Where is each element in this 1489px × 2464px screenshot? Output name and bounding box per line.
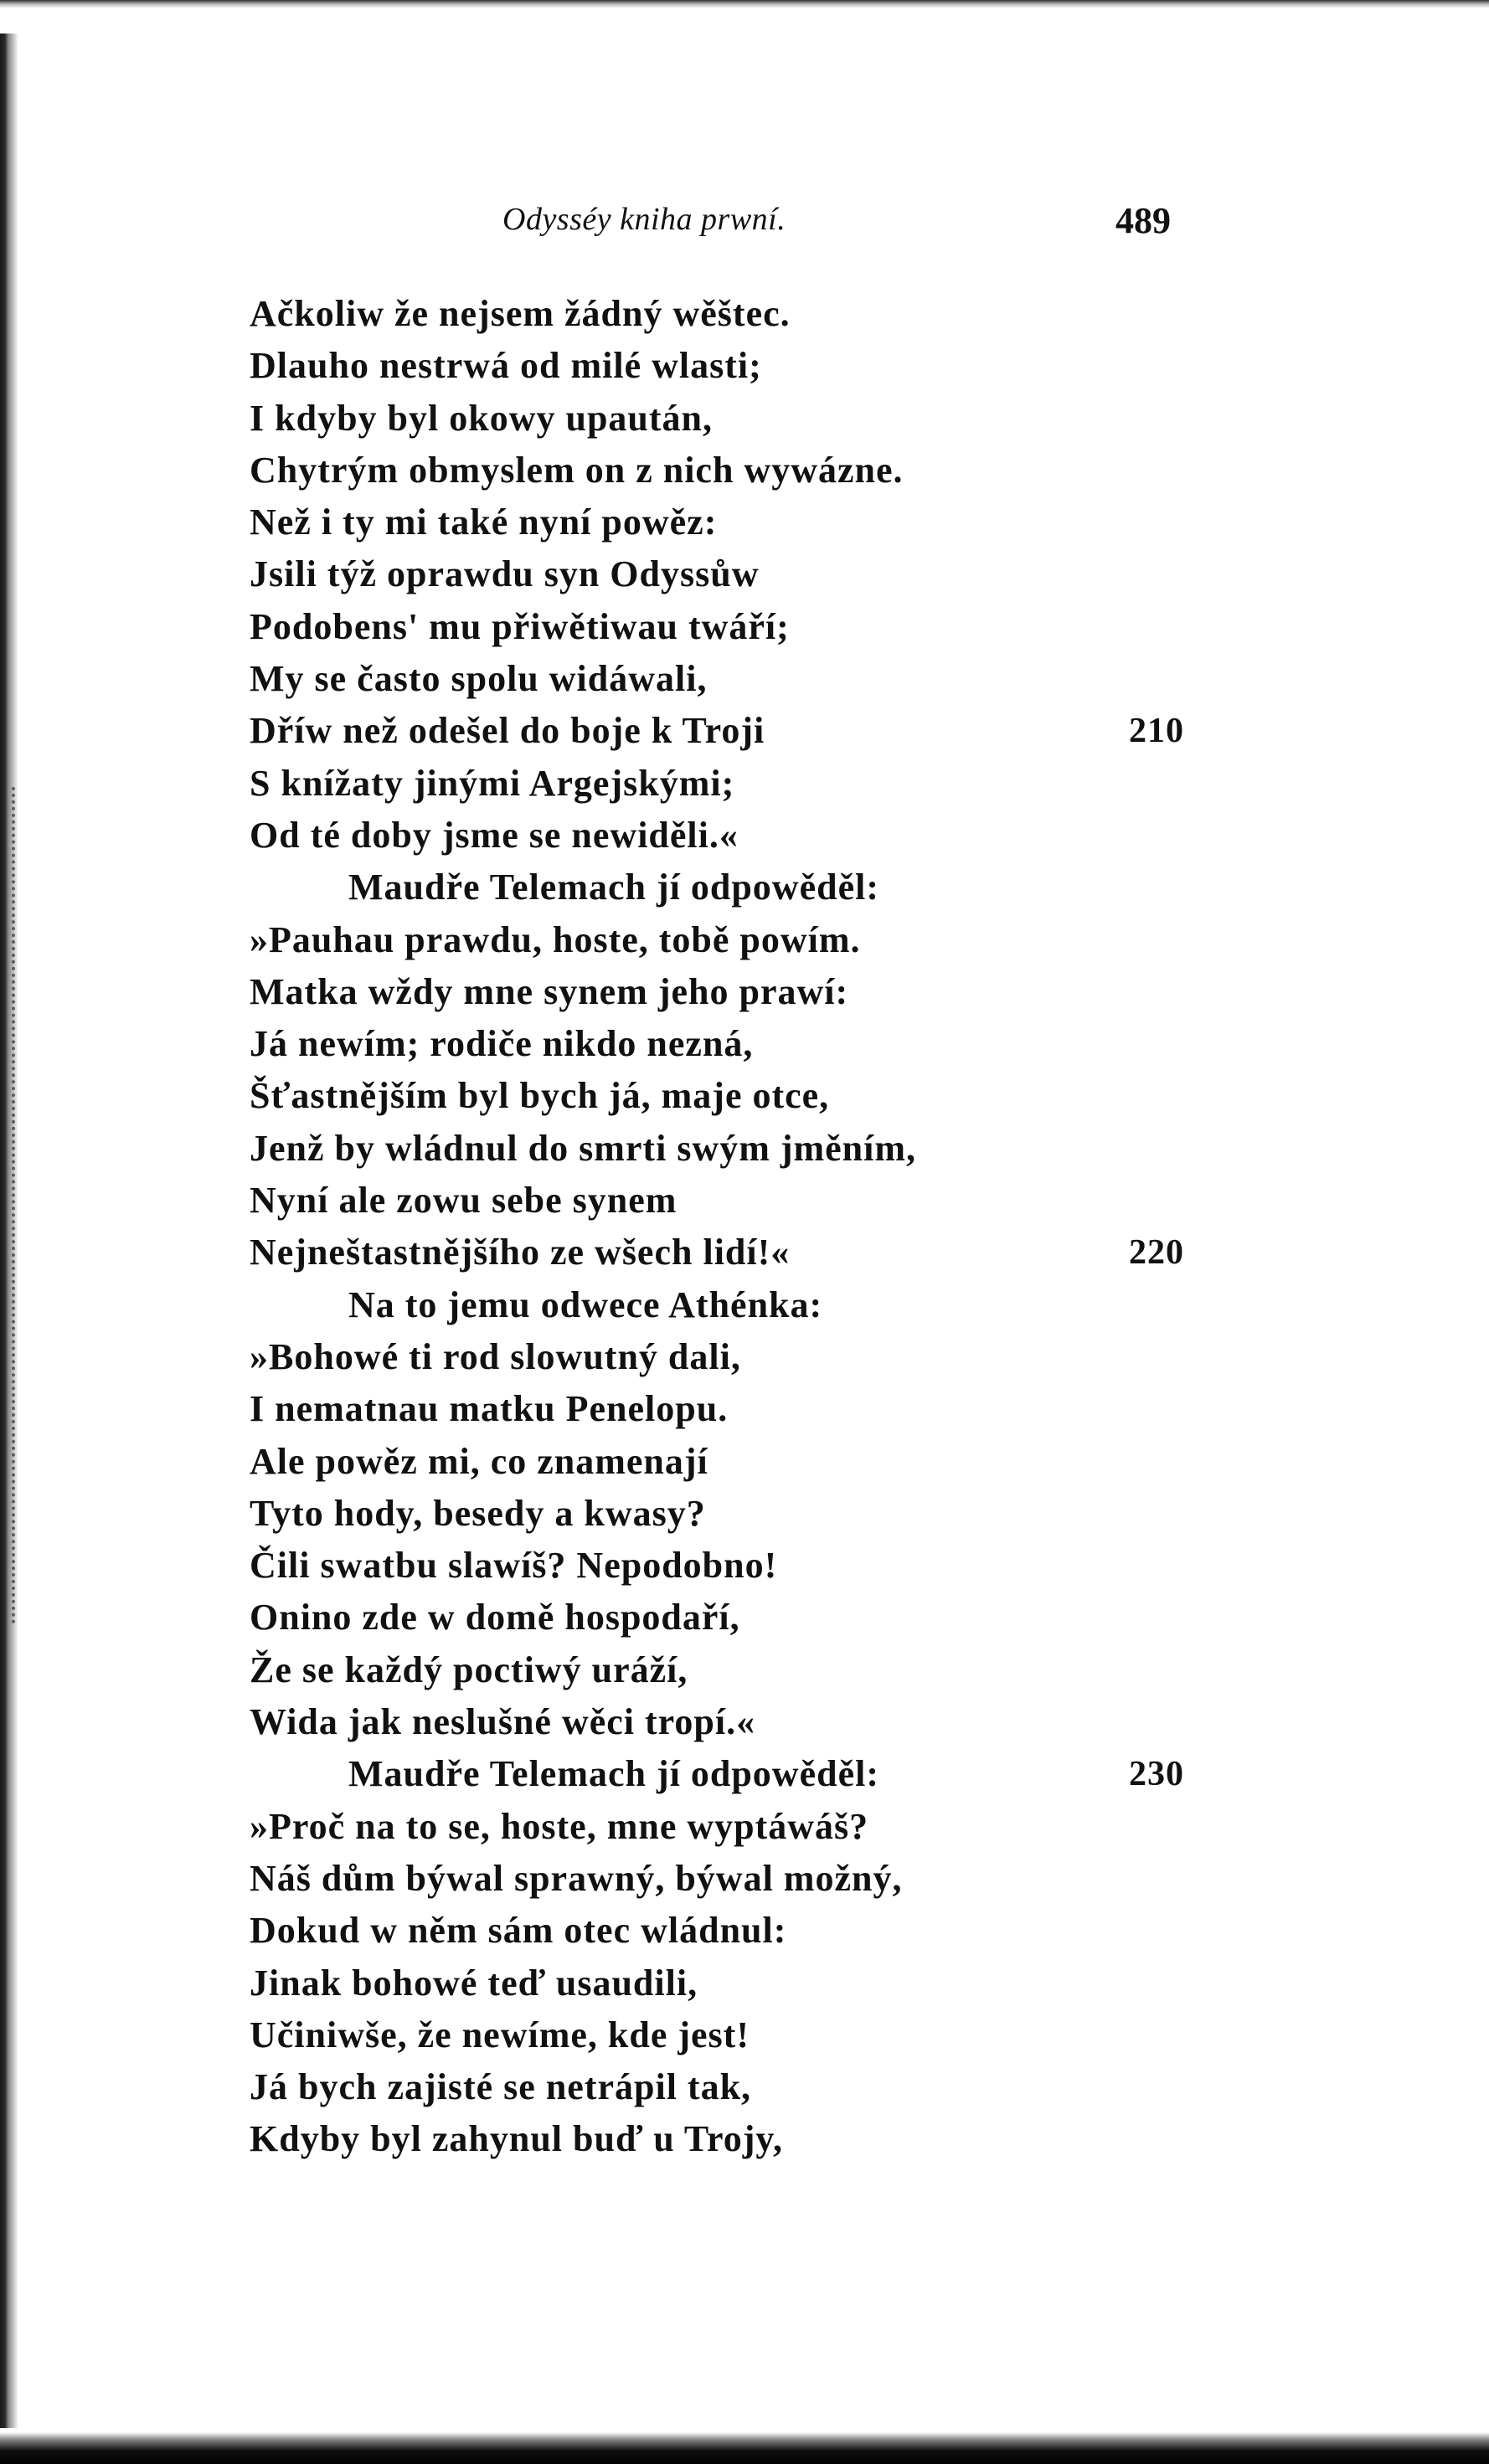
page-header <box>0 201 1489 251</box>
poem-text <box>250 288 1204 2166</box>
verse-text: »Pauhau prawdu, hoste, tobě powím. <box>250 918 861 960</box>
verse-text: Matka wždy mne synem jeho prawí: <box>250 970 849 1012</box>
verse-text: Čili swatbu slawíš? Nepodobno! <box>250 1545 778 1587</box>
verse-line <box>250 1905 1204 1957</box>
verse-line <box>250 1957 1204 2009</box>
verse-line <box>250 1279 1204 1331</box>
line-number: 230 <box>1129 1755 1184 1794</box>
verse-line <box>250 445 1204 496</box>
verse-text: Jinak bohowé teď usaudili, <box>250 1962 698 2004</box>
verse-line <box>250 2009 1204 2061</box>
verse-text: My se často spolu widáwali, <box>250 658 708 700</box>
verse-line <box>250 1488 1204 1540</box>
verse-text: Wida jak neslušné wěci tropí.« <box>250 1701 756 1743</box>
verse-line <box>250 862 1204 913</box>
verse-text: S knížaty jinými Argejskými; <box>250 762 735 804</box>
verse-text: Než i ty mi také nyní powěz: <box>250 502 718 543</box>
verse-line <box>250 1696 1204 1748</box>
verse-text: Ačkoliw že nejsem žádný wěštec. <box>250 293 791 334</box>
verse-line <box>250 1018 1204 1070</box>
verse-text: Na to jemu odwece Athénka: <box>348 1283 823 1325</box>
verse-line <box>250 653 1204 705</box>
verse-line <box>250 1123 1204 1175</box>
verse-text: Kdyby byl zahynul buď u Trojy, <box>250 2118 783 2160</box>
verse-line <box>250 2113 1204 2165</box>
verse-line <box>250 1644 1204 1696</box>
verse-text: Šťastnějším byl bych já, maje otce, <box>250 1075 830 1117</box>
verse-line <box>250 810 1204 862</box>
line-number: 210 <box>1129 712 1184 751</box>
verse-line <box>250 1436 1204 1488</box>
verse-line <box>250 288 1204 340</box>
verse-line <box>250 548 1204 600</box>
verse-text: Jenž by wládnul do smrti swým jměním, <box>250 1127 917 1169</box>
verse-text: »Proč na to se, hoste, mne wyptáwáš? <box>250 1805 869 1847</box>
verse-text: Maudře Telemach jí odpowěděl: <box>348 1753 879 1795</box>
scan-top-edge <box>0 0 1489 8</box>
verse-text: Já newím; rodiče nikdo nezná, <box>250 1023 754 1065</box>
verse-line <box>250 705 1204 757</box>
verse-text: I kdyby byl okowy upaután, <box>250 397 714 439</box>
verse-line <box>250 1227 1204 1278</box>
verse-text: Nyní ale zowu sebe synem <box>250 1180 678 1222</box>
verse-text: Náš dům býwal sprawný, býwal možný, <box>250 1857 903 1899</box>
verse-text: Dříw než odešel do boje k Troji <box>250 710 765 752</box>
verse-text: Tyto hody, besedy a kwasy? <box>250 1492 706 1534</box>
verse-text: Já bych zajisté se netrápil tak, <box>250 2066 752 2108</box>
verse-line <box>250 601 1204 653</box>
verse-text: Onino zde w domě hospodaří, <box>250 1597 740 1638</box>
verse-text: Nejneštastnějšího ze wšech lidí!« <box>250 1232 791 1273</box>
verse-line <box>250 758 1204 810</box>
verse-text: »Bohowé ti rod slowutný dali, <box>250 1335 741 1377</box>
scan-binding-marks <box>12 787 37 1624</box>
verse-line <box>250 393 1204 445</box>
verse-line <box>250 496 1204 548</box>
verse-line <box>250 966 1204 1018</box>
verse-text: Učiniwše, že newíme, kde jest! <box>250 2014 750 2055</box>
running-title: Odysséy kniha prwní. <box>502 202 786 237</box>
verse-line <box>250 1070 1204 1122</box>
scan-bottom-shadow <box>0 2432 1489 2464</box>
verse-line <box>250 1853 1204 1905</box>
verse-text: Dokud w něm sám otec wládnul: <box>250 1910 787 1952</box>
verse-line <box>250 1801 1204 1853</box>
verse-text: Ale powěz mi, co znamenají <box>250 1440 708 1482</box>
verse-line <box>250 340 1204 392</box>
page-number: 489 <box>1115 200 1171 241</box>
verse-text: Jsili týž oprawdu syn Odyssůw <box>250 553 760 595</box>
verse-line <box>250 1540 1204 1592</box>
verse-text: Od té doby jsme se newiděli.« <box>250 814 739 856</box>
verse-line <box>250 914 1204 966</box>
verse-text: Že se každý poctiwý uráží, <box>250 1649 688 1690</box>
line-number: 220 <box>1129 1233 1184 1273</box>
verse-line <box>250 2061 1204 2113</box>
verse-text: Chytrým obmyslem on z nich wywázne. <box>250 449 904 491</box>
verse-text: Maudře Telemach jí odpowěděl: <box>348 867 879 908</box>
verse-line <box>250 1748 1204 1800</box>
verse-line <box>250 1383 1204 1435</box>
verse-text: I nematnau matku Penelopu. <box>250 1388 729 1430</box>
verse-line <box>250 1592 1204 1644</box>
verse-text: Podobens' mu přiwětiwau twáří; <box>250 605 790 647</box>
verse-line <box>250 1331 1204 1383</box>
verse-line <box>250 1175 1204 1227</box>
verse-text: Dlauho nestrwá od milé wlasti; <box>250 345 762 387</box>
